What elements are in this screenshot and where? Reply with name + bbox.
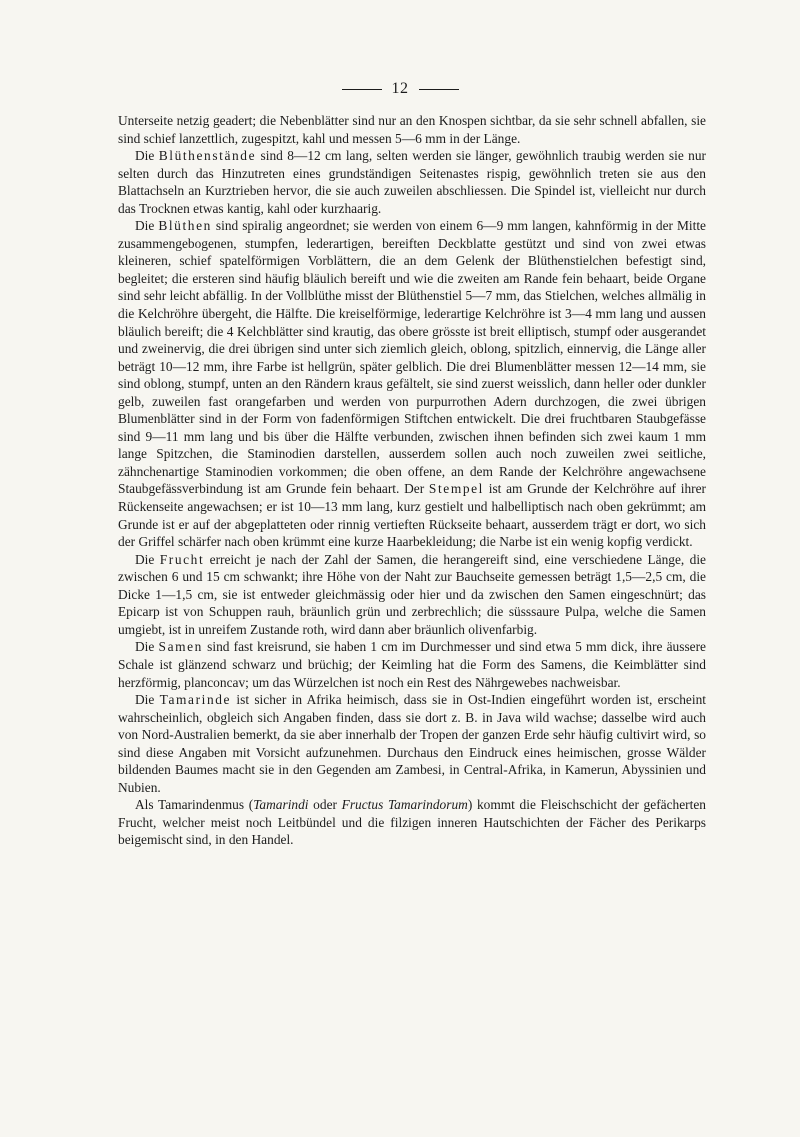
paragraph-fruit <box>118 551 706 639</box>
paragraph-text: erreicht je nach der Zahl der Samen, die herangereift sind, eine verschiedene Länge, die zwischen 6 und 15 cm schwankt; ihre Höhe von der Naht zur Bauchseite gemessen beträgt 1,5—2,5 cm, die Dicke 1—1,5 cm, sie ist entweder gleichmässig oder hier und da zwischen den Samen eingeschnürt; das Epicarp ist von Schuppen rauh, bräunlich grün und zerbrechlich; die süsssaure Pulpa, welche die Samen umgiebt, ist in unreifem Zustande roth, wird dann aber bräunlich olivenfarbig. <box>118 551 706 637</box>
header-rule-right <box>419 89 459 90</box>
section-keyword: Samen <box>158 639 203 655</box>
section-keyword: Stempel <box>428 481 484 497</box>
paragraph-text: Unterseite netzig geadert; die Nebenblätter sind nur an den Knospen sichtbar, da sie sehr schnell abfallen, sie sind schief lanzettlich, zugespitzt, kahl und messen 5—6 mm in der Länge. <box>118 113 706 146</box>
latin-term: Tamarindi <box>253 797 309 813</box>
paragraph-lead: Die <box>135 639 159 655</box>
paragraph-text: oder <box>308 797 342 813</box>
paragraph-text: sind spiralig angeordnet; sie werden von einem 6—9 mm langen, kahnförmig in der Mitte zusammengebogenen, stumpfen, lederartigen, bereiften Deckblatte gestützt und sind von zwei etwas kleineren, schief spatelförmigen Vorblättern, die an dem Gelenk der Blüthenstielchen befestigt sind, begleitet; die ersteren sind häufig bläulich bereift und wie die zweiten am Rande fein behaart, beide Organe sind sehr leicht abfällig. In der Vollblüthe misst der Blüthenstiel 5—7 mm, das Stielchen, welches allmälig in die Kelchröhre übergeht, die Hälfte. Die kreiselförmige, lederartige Kelchröhre ist 3—4 mm lang und aussen bläulich bereift; die 4 Kelchblätter sind krautig, das obere grösste ist breit elliptisch, stumpf oder ausgerandet und zweinervig, die drei übrigen sind unter sich ziemlich gleich, oblong, spitzlich, einnervig, die Länge aller beträgt 10—12 mm, ihre Farbe ist hellgrün, später gelblich. Die drei Blumenblätter messen 12—14 mm, sie sind oblong, stumpf, unten an den Rändern kraus gefältelt, sie sind zuerst weisslich, dann heller oder dunkler gelb, zuweilen fast orangefarben und werden von purpurrothen Adern durchzogen, die zwei übrigen Blumenblätter sind in der Form von fadenförmigen Stiftchen entwickelt. Die drei fruchtbaren Staubgefässe sind 9—11 mm lang und bis über die Hälfte verbunden, zwischen ihnen befinden sich zwei kaum 1 mm lange Spitzchen, die Staminodien darstellen, ausserdem sollen auch noch zuweilen zwei seitliche, zähnchenartige Staminodien vorkommen; die oben offene, an dem Rande der Kelchröhre angewachsene Staubgefässverbindung ist am Grunde fein behaart. Der <box>118 218 706 497</box>
paragraph-lead: Die <box>135 692 160 708</box>
latin-term: Fructus Tamarindorum <box>341 797 468 813</box>
paragraph-text: ) kommt die Fleischschicht der gefächerten Frucht, welcher meist noch Leitbündel und die filzigen inneren Hautschichten der Fächer des Perikarps beigemischt sind, in den Handel. <box>118 797 706 848</box>
section-keyword: Tamarinde <box>159 692 232 708</box>
section-keyword: Blüthen <box>158 218 212 234</box>
paragraph-lead: Die <box>135 148 159 164</box>
paragraph-lead: Die <box>135 551 160 567</box>
paragraph-lead: Die <box>135 218 159 234</box>
paragraph-text: ist am Grunde der Kelchröhre auf ihrer Rückenseite angewachsen; er ist 10—13 mm lang, kurz gestielt und halbelliptisch nach oben gekrümmt; am Grunde ist er auf der abgeplatteten oder rinnig vertieften Rückseite behaart, ausserdem trägt er dort, wo sich der Griffel schärfer nach oben krümmt eine kurze Haarbekleidung; die Narbe ist ein wenig kopfig verdickt. <box>118 481 706 550</box>
paragraph-lead: Als Tamarindenmus ( <box>135 797 254 813</box>
section-keyword: Frucht <box>159 551 205 567</box>
paragraph-distribution <box>118 691 706 796</box>
section-keyword: Blüthenstände <box>158 148 257 164</box>
paragraph-text: sind fast kreisrund, sie haben 1 cm im Durchmesser und sind etwa 5 mm dick, ihre äussere Schale ist glänzend schwarz und brüchig; der Keimling hat die Form des Samens, die Keimblätter sind herzförmig, planconcav; um das Würzelchen ist noch ein Rest des Nährgewebes nachweisbar. <box>118 639 707 690</box>
paragraph-leaf-underside <box>118 112 706 147</box>
header-rule-left <box>342 89 382 90</box>
paragraph-flowers <box>118 217 706 550</box>
page-number: 12 <box>391 80 409 97</box>
paragraph-inflorescences <box>118 147 706 217</box>
paragraph-text: sind 8—12 cm lang, selten werden sie länger, gewöhnlich traubig werden sie nur selten durch das Hinzutreten eines grundständigen Seitenastes rispig, gewöhnlich treten sie aus den Blattachseln an Kurztrieben hervor, die sie auch zuweilen abschliessen. Die Spindel ist, vielleicht nur durch das Trocknen etwas kantig, kahl oder kurzhaarig. <box>118 148 706 216</box>
paragraph-pulp <box>118 796 706 849</box>
paragraph-text: ist sicher in Afrika heimisch, dass sie in Ost-Indien eingeführt worden ist, erscheint wahrscheinlich, obgleich sich Angaben finden, dass sie dort z. B. in Java wild wachse; dasselbe wird auch von Nord-Australien bemerkt, da sie aber innerhalb der Tropen der ganzen Erde sehr häufig cultivirt wird, so sind diese Angaben mit Vorsicht aufzunehmen. Durchaus den Eindruck eines heimischen, grosse Wälder bildenden Baumes macht sie in den Gegenden am Zambesi, in Central-Afrika, in Kamerun, Abyssinien und Nubien. <box>118 692 706 795</box>
paragraph-seeds <box>118 638 706 691</box>
body-text <box>118 112 706 849</box>
page-header <box>0 80 800 98</box>
